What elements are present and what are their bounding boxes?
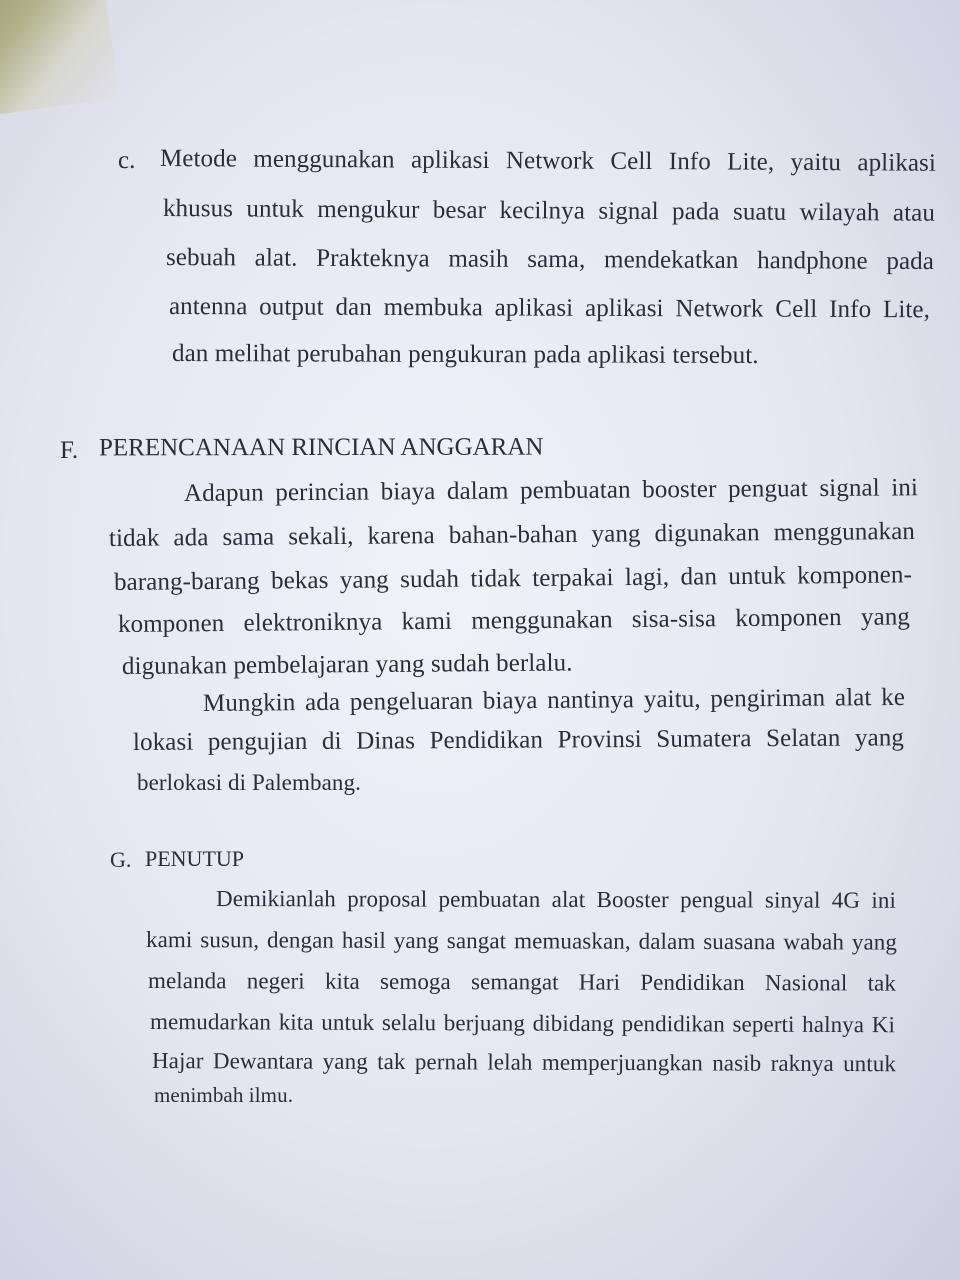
item-c-marker: c.: [118, 147, 136, 174]
section-g-line-6: menimbah ilmu.: [154, 1083, 294, 1107]
section-f-p2-line-1: Mungkin ada pengeluaran biaya nantinya yaitu, pengiriman alat ke: [202, 683, 906, 717]
section-g-line-4: memudarkan kita untuk selalu berjuang dibidang pendidikan seperti halnya Ki: [149, 1009, 896, 1038]
paper-corner-shadow: [0, 0, 120, 121]
section-c-line-5: dan melihat perubahan pengukuran pada aplikasi tersebut.: [171, 340, 759, 370]
section-g-line-2: kami susun, dengan hasil yang sangat memuaskan, dalam suasana wabah yang: [145, 927, 898, 955]
section-g-line-3: melanda negeri kita semoga semangat Hari Pendidikan Nasional tak: [147, 968, 897, 996]
section-f-marker: F.: [60, 437, 79, 464]
section-c-line-3: sebuah alat. Prakteknya masih sama, mendekatkan handphone pada: [165, 244, 935, 276]
section-c-line-1: Metode menggunakan aplikasi Network Cell Info Lite, yaitu aplikasi: [159, 145, 937, 177]
section-f-p1-line-2: tidak ada sama sekali, karena bahan-bahan yang digunakan menggunakan: [108, 517, 916, 552]
section-g-marker: G.: [110, 847, 132, 872]
section-f-p2-line-3: berlokasi di Palembang.: [137, 770, 361, 795]
section-f-p1-line-5: digunakan pembelajaran yang sudah berlalu.: [121, 649, 573, 680]
section-f-p1-line-3: barang-barang bekas yang sudah tidak terpakai lagi, dan untuk komponen-: [113, 561, 913, 596]
section-c-line-2: khusus untuk mengukur besar kecilnya signal pada suatu wilayah atau: [162, 195, 936, 227]
section-f-p2-line-2: lokasi pengujian di Dinas Pendidikan Provinsi Sumatera Selatan yang: [132, 724, 905, 756]
section-f-p1-line-4: komponen elektroniknya kami menggunakan sisa-sisa komponen yang: [117, 603, 911, 638]
section-g-line-5: Hajar Dewantara yang tak pernah lelah memperjuangkan nasib raknya untuk: [151, 1048, 897, 1077]
section-f-title: PERENCANAAN RINCIAN ANGGARAN: [98, 433, 544, 462]
section-g-line-1: Demikianlah proposal pembuatan alat Booster pengual sinyal 4G ini: [215, 886, 897, 913]
section-g-title: PENUTUP: [145, 846, 245, 871]
section-c-line-4: antenna output dan membuka aplikasi aplikasi Network Cell Info Lite,: [168, 293, 931, 324]
section-f-p1-line-1: Adapun perincian biaya dalam pembuatan booster penguat signal ini: [183, 474, 919, 507]
